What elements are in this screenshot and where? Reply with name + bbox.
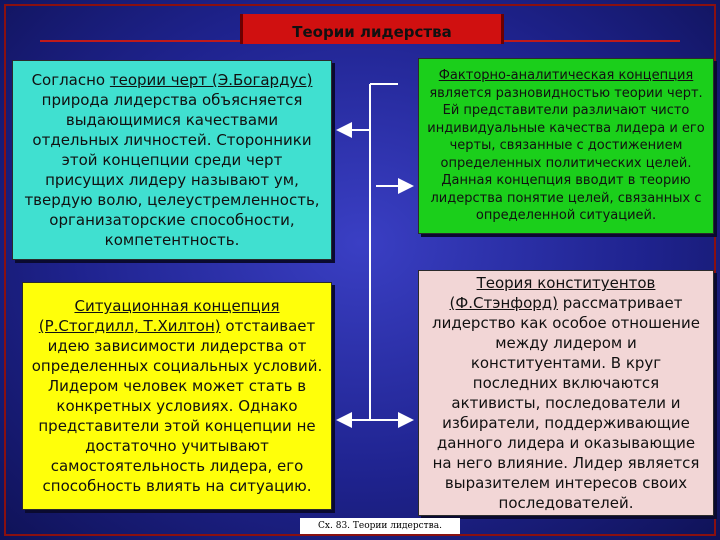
constituents-body: рассматривает лидерство как особое отношение между лидером и конституентами. В круг последних включаются активисты, последователи и избиратели, поддерживающие данного лидера и оказывающие на него влияние. Лидер является выразителем интересов своих последователей. [432,294,700,512]
factor-analytic-box [418,58,714,234]
traits-body: природа лидерства объясняется выдающимися качествами отдельных личностей. Сторонники этой концепции среди черт присущих лидеру называют ум, твердую волю, целеустремленность, организаторские способности, компетентность. [24,91,320,249]
constituents-box [418,270,714,516]
slide-title: Теории лидерства [292,23,452,41]
situational-authors: (Р.Стогдилл, Т.Хилтон) [38,317,221,335]
factor-heading: Факторно-аналитическая концепция [438,68,694,84]
situational-body: отстаивает идею зависимости лидерства от определенных социальных условий. Лидером человек может стать в конкретных условиях. Однако представители этой концепции не достаточно учитывают самостоятельность лидера, его способность влиять на ситуацию. [31,317,323,495]
traits-heading-link: теории черт (Э.Богардус) [109,71,313,89]
constituents-authors: (Ф.Стэнфорд) [449,294,559,312]
constituents-heading: Теория конституентов [476,274,656,292]
traits-heading-prefix: Согласно [31,71,110,89]
traits-theory-box [12,60,332,260]
figure-caption: Сх. 83. Теории лидерства. [300,518,460,534]
situational-box [22,282,332,510]
situational-heading: Ситуационная концепция [74,297,280,315]
factor-body: является разновидностью теории черт. Ей представители различают чисто индивидуальные качества лидера и его черты, связанные с достижением определенных политических целей. Данная концепция вводит в теорию лидерства понятие целей, связанных с определенной ситуацией. [427,85,705,224]
